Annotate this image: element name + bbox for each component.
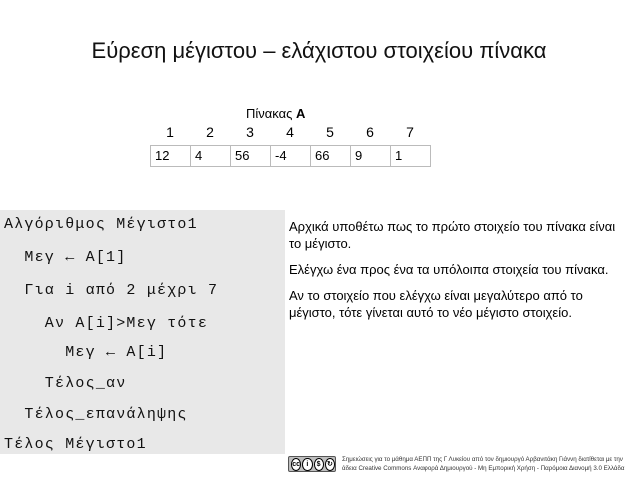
cc-icon: cc [291,458,301,471]
license-text: Σημειώσεις για το μάθημα ΑΕΠΠ της Γ Λυκείου από τον δημιουργό Αρβανιτάκη Γιάννη διατίθεται με την άδεια Creative Commons Αναφορά Δημιουργού - Μη Εμπορική Χρήση - Παρόμοια Διανομή 3.0 Ελλάδα [342,456,625,472]
algorithm-line: Για i από 2 μέχρι 7 [4,282,219,299]
table-caption [246,106,305,121]
array-cell: -4 [271,146,311,166]
algorithm-line: Αν A[i]>Μεγ τότε [4,315,209,332]
table-caption-prefix: Πίνακας [246,106,297,121]
array-index: 4 [286,124,294,140]
explanation-paragraph: Αρχικά υποθέτω πως το πρώτο στοιχείο του πίνακα είναι το μέγιστο. [289,219,616,251]
array-index: 7 [406,124,414,140]
table-caption-name: A [296,106,306,121]
slide-title: Εύρεση μέγιστου – ελάχιστου στοιχείου πίνακα [91,38,547,63]
array-index: 2 [206,124,214,140]
algorithm-line: Τέλος Μέγιστο1 [4,436,147,453]
array-cell: 56 [231,146,271,166]
algorithm-line: Μεγ ← A[1] [4,249,127,266]
array-cell: 66 [311,146,351,166]
array-cell: 1 [391,146,431,166]
algorithm-line: Μεγ ← A[i] [4,344,168,361]
array-indices [150,124,440,144]
sa-icon: ↻ [325,458,335,471]
creative-commons-badge[interactable] [288,456,336,472]
array-cell: 9 [351,146,391,166]
array-table [150,145,431,167]
array-index: 5 [326,124,334,140]
explanation-paragraph: Ελέγχω ένα προς ένα τα υπόλοιπα στοιχεία του πίνακα. [289,262,609,277]
algorithm-line: Αλγόριθμος Μέγιστο1 [4,216,198,233]
algorithm-line: Τέλος_αν [4,375,127,392]
algorithm-line: Τέλος_επανάληψης [4,406,188,423]
array-cell: 12 [151,146,191,166]
array-cell: 4 [191,146,231,166]
nc-icon: $ [314,458,324,471]
array-index: 1 [166,124,174,140]
array-index: 6 [366,124,374,140]
by-icon: i [302,458,312,471]
explanation-text [289,218,619,330]
explanation-paragraph: Αν το στοιχείο που ελέγχω είναι μεγαλύτερο από το μέγιστο, τότε γίνεται αυτό το νέο μέγιστο στοιχείο. [289,288,583,320]
algorithm-box [0,210,285,454]
array-index: 3 [246,124,254,140]
license-footer [288,455,638,475]
